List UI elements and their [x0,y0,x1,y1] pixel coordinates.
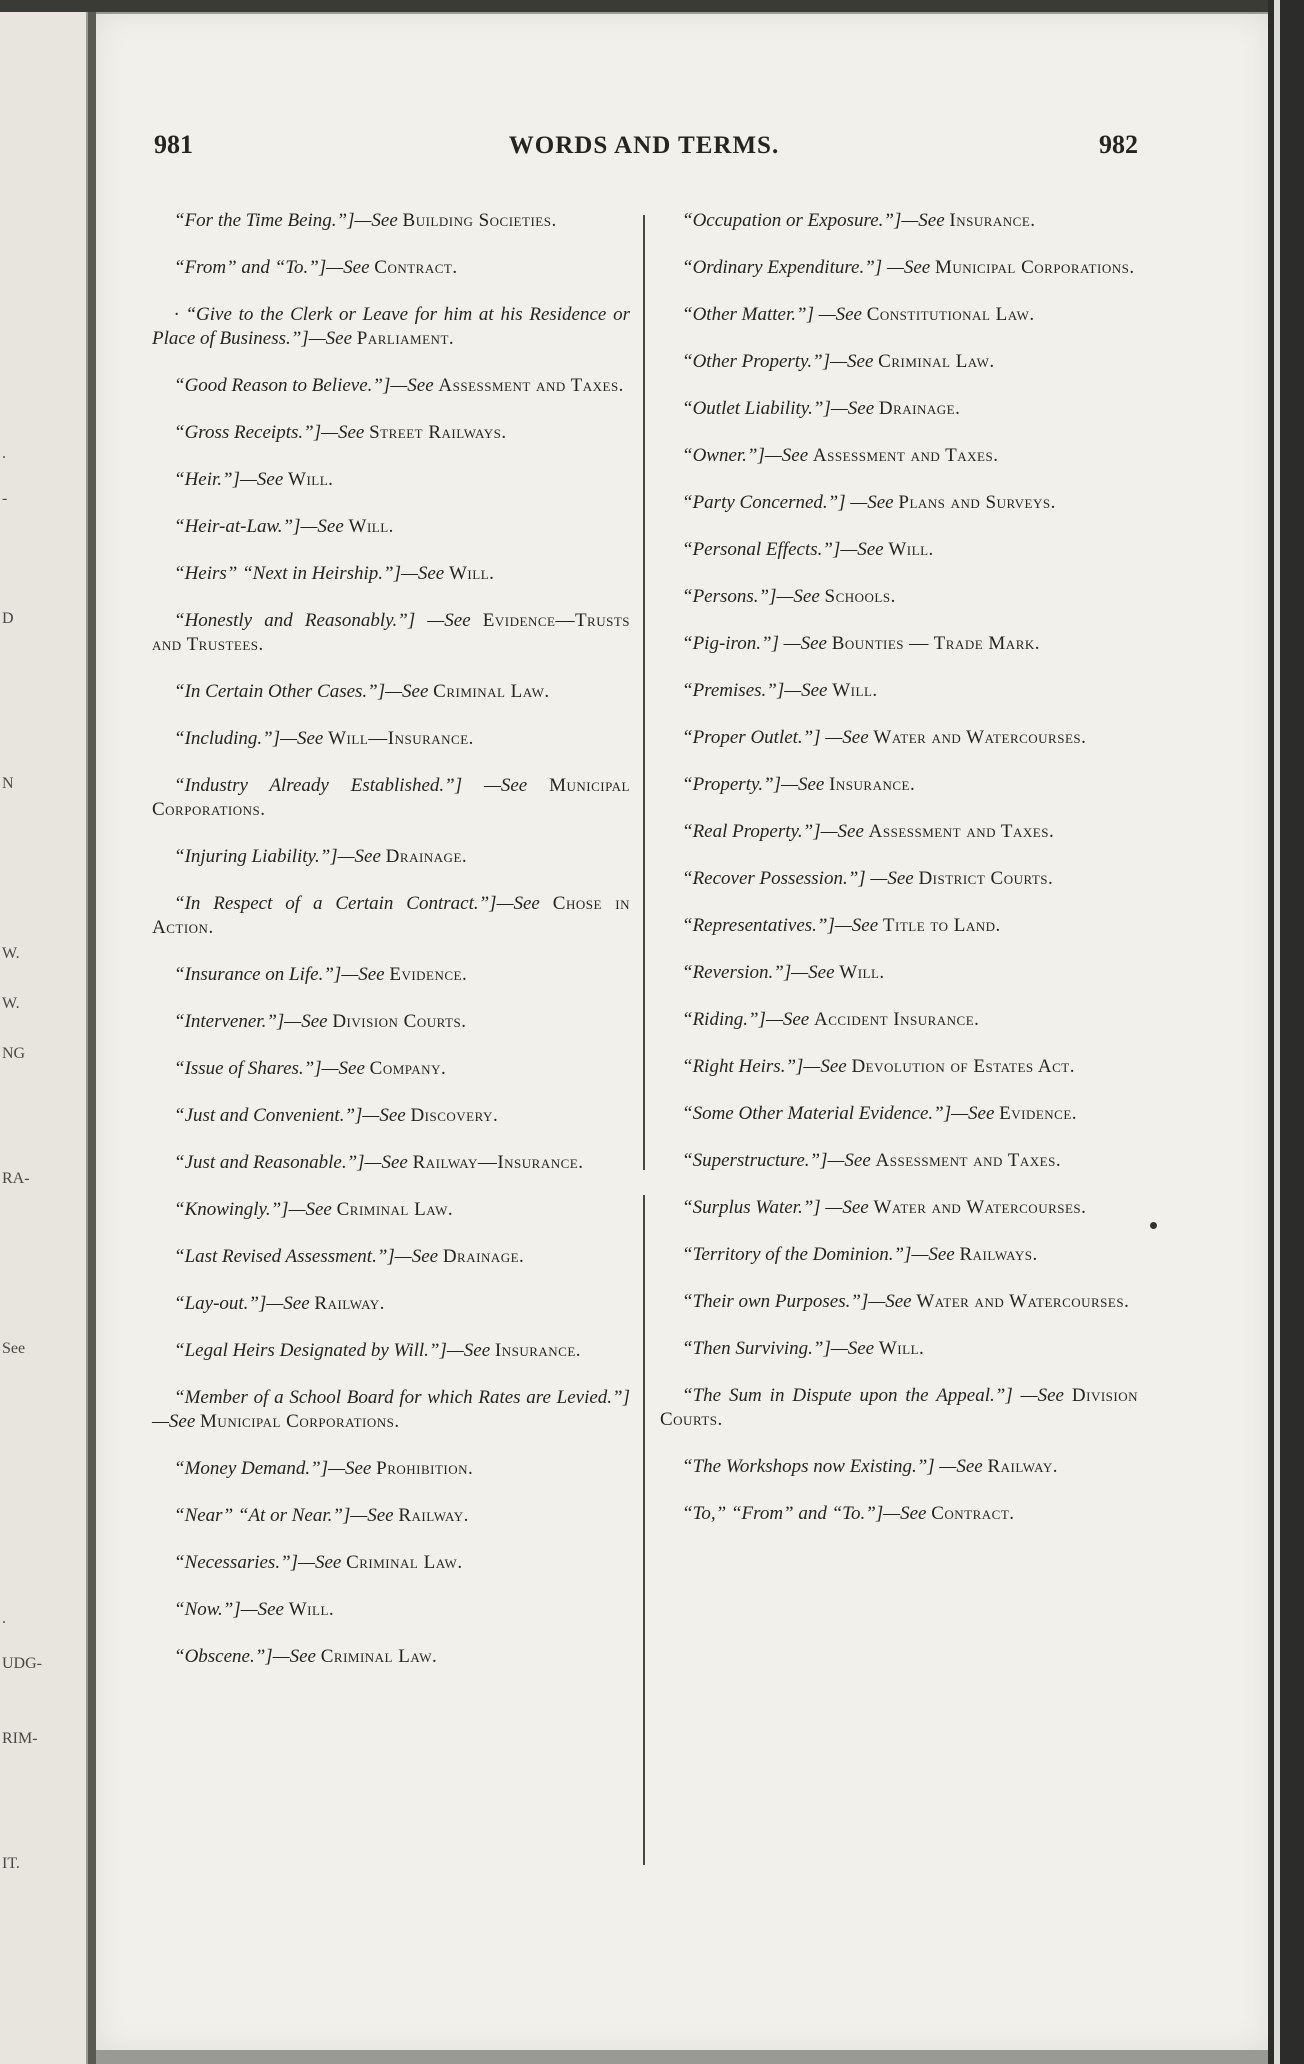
index-entry [660,914,1138,938]
page-title: WORDS AND TERMS. [508,132,780,159]
entry-reference: Will—Insurance. [328,728,474,749]
index-entry [152,892,630,940]
index-entry [152,303,630,351]
index-entry [660,1243,1138,1267]
entry-reference: Building Societies. [402,210,557,231]
index-entry [152,1198,630,1222]
index-entry [152,374,630,398]
entry-see: See [887,868,914,889]
book-gutter [88,12,96,2064]
entry-reference: Railway. [987,1456,1058,1477]
entry-term: “Legal Heirs Designated by Will.”]— [174,1340,464,1361]
entry-see: See [842,727,869,748]
entry-term: “In Certain Other Cases.”]— [174,681,403,702]
entry-see: See [513,893,540,914]
entry-term: “Surplus Water.”] — [682,1197,843,1218]
entry-reference: Criminal Law. [336,1199,454,1220]
entry-reference: Discovery. [410,1105,499,1126]
entry-reference: Railway. [314,1293,385,1314]
entry-term: “Knowingly.”]— [174,1199,306,1220]
index-entry [660,773,1138,797]
entry-see: See [325,328,353,349]
entry-reference: Will. [348,516,394,537]
adjacent-page-fragment: D [2,610,14,627]
index-entry [660,491,1138,515]
entry-see: See [1037,1385,1064,1406]
entry-see: See [402,681,429,702]
entry-see: See [417,563,445,584]
entry-see: See [800,633,827,654]
entry-term: “Personal Effects.”]— [682,539,858,560]
entry-see: See [900,1503,927,1524]
entry-see: See [411,1246,439,1267]
entry-term: “The Workshops now Existing.”] — [682,1456,957,1477]
adjacent-page-fragment: W. [2,945,20,962]
entry-see: See [956,1456,983,1477]
entry-see: See [808,962,835,983]
entry-reference: Drainage. [385,846,468,867]
entry-term: “Occupation or Exposure.”]— [682,210,919,231]
entry-term: “Including.”]— [174,728,297,749]
index-entry [660,350,1138,374]
entry-see: See [918,210,945,231]
entry-see: See [968,1103,995,1124]
entry-reference: Evidence—Trusts and Trustees. [152,610,631,655]
entry-term: “Representatives.”]— [682,915,852,936]
adjacent-page-fragment: . [2,1610,6,1627]
entry-reference: Chose in Action. [152,893,631,938]
index-entry [660,679,1138,703]
entry-term: “Recover Possession.”] — [682,868,888,889]
entry-reference: Criminal Law. [878,351,995,372]
entry-see: See [847,351,874,372]
entry-term: “From” and “To.”]— [174,257,344,278]
entry-reference: Schools. [824,586,896,607]
entry-reference: Assessment and Taxes. [812,445,999,466]
index-entry [152,1504,630,1528]
entry-reference: Criminal Law. [346,1552,463,1573]
entry-reference: Contract. [374,257,458,278]
entry-see: See [371,210,398,231]
index-entry [660,538,1138,562]
entry-see: See [343,257,370,278]
entry-see: See [782,1009,810,1030]
entry-see: See [847,398,875,419]
entry-see: See [835,304,862,325]
index-entry [660,585,1138,609]
entry-reference: Assessment and Taxes. [438,375,624,396]
entry-see: See [851,915,879,936]
index-entry [660,1384,1138,1432]
entry-term: “Intervener.”]— [174,1011,302,1032]
entry-term: “Now.”]— [174,1599,258,1620]
index-entry [660,961,1138,985]
entry-see: See [885,1291,912,1312]
index-entry [660,632,1138,656]
entry-see: See [338,1058,365,1079]
adjacent-page-fragment: RA- [2,1170,30,1187]
index-entry [660,209,1138,233]
entry-reference: Criminal Law. [320,1646,438,1667]
entry-term: “Just and Reasonable.”]— [174,1152,382,1173]
entry-term: “Member of a School Board for which Rates are Levied.”] — [152,1387,630,1432]
index-entry [660,303,1138,327]
entry-reference: Prohibition. [376,1458,474,1479]
entry-term: “Pig-iron.”] — [682,633,801,654]
entry-reference: Will. [449,563,495,584]
entry-reference: Will. [288,1599,335,1620]
page-edge-strip [1274,0,1280,2064]
entry-term: “Other Matter.”] — [682,304,836,325]
entry-reference: Evidence. [999,1103,1078,1124]
index-entry [152,774,630,822]
entry-term: “Obscene.”]— [174,1646,290,1667]
entry-term: “Owner.”]— [682,445,782,466]
adjacent-page-fragment: . [2,445,6,462]
entry-reference: Drainage. [878,398,961,419]
entry-see: See [463,1340,491,1361]
entry-reference: Railway. [398,1505,469,1526]
entry-term: “Heirs” “Next in Heirship.”]— [174,563,418,584]
index-entry [660,726,1138,750]
entry-term: “Property.”]— [682,774,798,795]
entry-term: “Honestly and Reasonably.”] — [174,610,445,631]
entry-reference: Water and Watercourses. [873,1197,1087,1218]
entry-term: “Party Concerned.”] — [682,492,868,513]
entry-term: “Money Demand.”]— [174,1458,345,1479]
entry-see: See [257,1599,284,1620]
entry-term: “Good Reason to Believe.”]— [174,375,408,396]
entry-see: See [444,610,471,631]
right-column [660,190,1138,1549]
entry-see: See [407,375,434,396]
entry-reference: Accident Insurance. [813,1009,980,1030]
adjacent-page-edge [0,12,86,2064]
entry-reference: Bounties — Trade Mark. [831,633,1041,654]
entry-see: See [289,1646,316,1667]
index-entry [152,1386,630,1434]
entry-term: “Outlet Liability.”]— [682,398,848,419]
index-entry [152,468,630,492]
index-entry [660,397,1138,421]
entry-reference: Insurance. [949,210,1036,231]
entry-term: “Some Other Material Evidence.”]— [682,1103,969,1124]
entry-see: See [797,774,825,795]
entry-reference: Water and Watercourses. [873,727,1087,748]
index-entry [660,1055,1138,1079]
index-entry [660,444,1138,468]
entry-see: See [381,1152,408,1173]
index-entry [660,1290,1138,1314]
index-entry [152,209,630,233]
index-entry [152,256,630,280]
entry-term: “Right Heirs.”]— [682,1056,821,1077]
entry-reference: Assessment and Taxes. [868,821,1055,842]
scan-top-edge [0,0,1304,12]
entry-reference: District Courts. [918,868,1054,889]
index-entry [152,845,630,869]
index-entry [660,1149,1138,1173]
entry-term: “Proper Outlet.”] — [682,727,843,748]
entry-term: “Heir.”]— [174,469,257,490]
entry-reference: Contract. [931,1503,1015,1524]
entry-term: “Last Revised Assessment.”]— [174,1246,412,1267]
entry-see: See [317,516,344,537]
entry-reference: Railway—Insurance. [412,1152,584,1173]
entry-see: See [842,1197,869,1218]
entry-term: “Real Property.”]— [682,821,838,842]
column-divider [643,215,645,1170]
entry-reference: Devolution of Estates Act. [851,1056,1075,1077]
entry-term: “Gross Receipts.”]— [174,422,338,443]
entry-see: See [358,964,385,985]
entry-reference: Municipal Corporations. [200,1411,400,1432]
entry-reference: Constitutional Law. [866,304,1035,325]
entry-reference: Municipal Corporations. [152,775,630,820]
entry-see: See [857,539,884,560]
index-entry [660,1102,1138,1126]
entry-see: See [801,680,828,701]
entry-see: See [305,1199,332,1220]
adjacent-page-fragment: See [2,1340,26,1357]
entry-see: See [367,1505,394,1526]
entry-term: “Premises.”]— [682,680,802,701]
adjacent-page-fragment: - [2,490,8,507]
index-entry [152,1151,630,1175]
index-entry [660,1008,1138,1032]
index-entry [152,1339,630,1363]
entry-see: See [928,1244,955,1265]
index-entry [152,1645,630,1669]
entry-term: “Ordinary Expenditure.”] — [682,257,904,278]
entry-reference: Division Courts. [660,1385,1139,1430]
left-column [152,190,630,1692]
entry-term: “Superstructure.”]— [682,1150,845,1171]
index-entry [660,1455,1138,1479]
entry-term: “Insurance on Life.”]— [174,964,359,985]
entry-term: “To,” “From” and “To.”]— [682,1503,901,1524]
entry-reference: Insurance. [494,1340,582,1361]
page-number-right: 982 [1099,130,1138,159]
index-entry [152,609,630,657]
index-entry [152,1104,630,1128]
entry-term: “Injuring Liability.”]— [174,846,355,867]
entry-reference: Will. [832,680,878,701]
entry-reference: Title to Land. [882,915,1001,936]
entry-term: “Necessaries.”]— [174,1552,315,1573]
entry-reference: Will. [839,962,885,983]
entry-reference: Will. [288,469,334,490]
index-entry [660,1337,1138,1361]
entry-term: “Persons.”]— [682,586,794,607]
entry-reference: Insurance. [829,774,916,795]
entry-reference: Water and Watercourses. [916,1291,1130,1312]
index-entry [152,1292,630,1316]
index-entry [660,867,1138,891]
entry-see: See [500,775,528,796]
entry-term: “Heir-at-Law.”]— [174,516,318,537]
entry-reference: Railways. [959,1244,1038,1265]
index-entry [152,1551,630,1575]
entry-term: “In Respect of a Certain Contract.”]— [174,893,514,914]
entry-reference: Drainage. [442,1246,525,1267]
entry-term: “Then Surviving.”]— [682,1338,848,1359]
adjacent-page-fragment: RIM- [2,1730,38,1747]
entry-term: “The Sum in Dispute upon the Appeal.”] — [682,1385,1038,1406]
entry-see: See [168,1411,196,1432]
index-entry [660,1196,1138,1220]
index-entry [152,1598,630,1622]
entry-see: See [337,422,365,443]
entry-see: See [283,1293,310,1314]
entry-term: “Reversion.”]— [682,962,809,983]
entry-see: See [837,821,864,842]
entry-reference: Street Railways. [369,422,507,443]
entry-term: “Industry Already Established.”] — [174,775,501,796]
index-entry [152,1057,630,1081]
entry-see: See [301,1011,328,1032]
adjacent-page-fragment: N [2,775,14,792]
entry-see: See [903,257,931,278]
scan-right-edge [1268,0,1304,2064]
index-entry [660,256,1138,280]
entry-reference: Parliament. [356,328,455,349]
adjacent-page-fragment: NG [2,1045,26,1062]
adjacent-page-fragment: UDG- [2,1655,42,1672]
entry-term: “Territory of the Dominion.”]— [682,1244,929,1265]
index-entry [660,820,1138,844]
entry-term: “Their own Purposes.”]— [682,1291,886,1312]
index-entry [152,963,630,987]
index-entry [152,1010,630,1034]
entry-see: See [793,586,820,607]
entry-reference: Assessment and Taxes. [875,1150,1062,1171]
entry-see: See [256,469,284,490]
entry-term: “Near” “At or Near.”]— [174,1505,368,1526]
entry-term: “Just and Convenient.”]— [174,1105,380,1126]
index-entry [152,1245,630,1269]
index-entry [660,1502,1138,1526]
index-entry [152,515,630,539]
entry-see: See [379,1105,406,1126]
adjacent-page-fragment: IT. [2,1855,20,1872]
entry-reference: Division Courts. [332,1011,467,1032]
entry-see: See [354,846,381,867]
entry-term: “Other Property.”]— [682,351,848,372]
entry-see: See [345,1458,372,1479]
entry-term: “Riding.”]— [682,1009,783,1030]
entry-reference: Company. [369,1058,447,1079]
entry-reference: Will. [888,539,934,560]
ink-speck [1150,1222,1157,1229]
entry-reference: Evidence. [389,964,468,985]
entry-see: See [820,1056,847,1077]
entry-reference: Plans and Surveys. [898,492,1056,513]
entry-term: · “Give to the Clerk or Leave for him at his Residence or Place of Business.”]— [152,304,630,349]
index-entry [152,1457,630,1481]
page-number-left: 981 [154,130,193,159]
entry-term: “For the Time Being.”]— [174,210,372,231]
entry-see: See [844,1150,871,1171]
entry-see: See [781,445,809,466]
entry-reference: Will. [878,1338,925,1359]
entry-term: “Issue of Shares.”]— [174,1058,339,1079]
entry-see: See [297,728,324,749]
entry-see: See [867,492,894,513]
entry-term: “Lay-out.”]— [174,1293,284,1314]
entry-see: See [314,1552,342,1573]
page-header [150,130,1138,170]
index-entry [152,562,630,586]
index-entry [152,421,630,445]
index-entry [152,727,630,751]
adjacent-page-fragment: W. [2,995,20,1012]
index-entry [152,680,630,704]
entry-reference: Criminal Law. [433,681,550,702]
entry-see: See [847,1338,875,1359]
entry-reference: Municipal Corporations. [934,257,1135,278]
column-divider [643,1195,645,1865]
